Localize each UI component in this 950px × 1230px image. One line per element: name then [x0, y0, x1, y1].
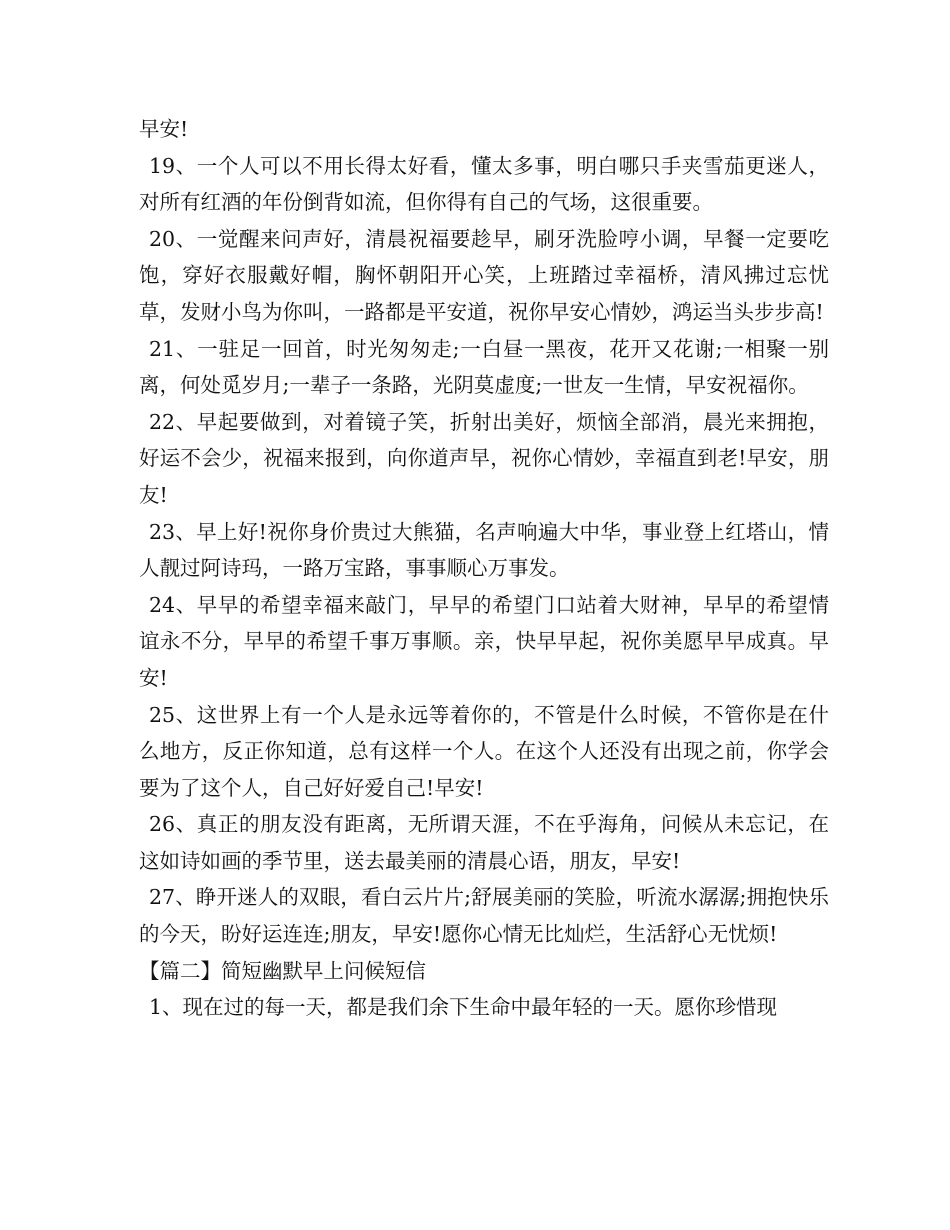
list-item-25: 25、这世界上有一个人是永远等着你的，不管是什么时候，不管你是在什么地方，反正你知道，总有这样一个人。在这个人还没有出现之前，你学会要为了这个人，自己好好爱自己!早安! [139, 702, 829, 800]
list-item-26: 26、真正的朋友没有距离，无所谓天涯，不在乎海角，问候从未忘记，在这如诗如画的季节里，送去最美丽的清晨心语，朋友，早安! [139, 812, 829, 873]
list-item-20: 20、一觉醒来问声好，清晨祝福要趁早，刷牙洗脸哼小调，早餐一定要吃饱，穿好衣服戴好帽，胸怀朝阳开心笑，上班踏过幸福桥，清风拂过忘忧草，发财小鸟为你叫，一路都是平安道，祝你早安心情妙，鸿运当头步步高! [139, 226, 829, 324]
list-item-21: 21、一驻足一回首，时光匆匆走;一白昼一黑夜，花开又花谢;一相聚一别离，何处觅岁月;一辈子一条路，光阴莫虚度;一世友一生情，早安祝福你。 [139, 336, 829, 398]
list-item-19: 19、一个人可以不用长得太好看，懂太多事，明白哪只手夹雪茄更迷人，对所有红酒的年份倒背如流，但你得有自己的气场，这很重要。 [139, 153, 829, 215]
list-item-27: 27、睁开迷人的双眼，看白云片片;舒展美丽的笑脸，听流水潺潺;拥抱快乐的今天，盼好运连连;朋友，早安!愿你心情无比灿烂，生活舒心无忧烦! [139, 885, 829, 947]
section-heading: 【篇二】简短幽默早上问候短信 [139, 958, 426, 983]
list-item-24: 24、早早的希望幸福来敲门，早早的希望门口站着大财神，早早的希望情谊永不分，早早的希望千事万事顺。亲，快早早起，祝你美愿早早成真。早安! [139, 592, 829, 690]
document-page [139, 111, 829, 1026]
list-item-23: 23、早上好!祝你身价贵过大熊猫，名声响遍大中华，事业登上红塔山，情人靓过阿诗玛，一路万宝路，事事顺心万事发。 [139, 519, 829, 581]
lead-line: 早安! [139, 117, 189, 141]
section-first-item: 1、现在过的每一天，都是我们余下生命中最年轻的一天。愿你珍惜现 [149, 995, 778, 1020]
list-item-22: 22、早起要做到，对着镜子笑，折射出美好，烦恼全部消，晨光来拥抱，好运不会少，祝福来报到，向你道声早，祝你心情妙，幸福直到老!早安，朋友! [139, 409, 829, 507]
